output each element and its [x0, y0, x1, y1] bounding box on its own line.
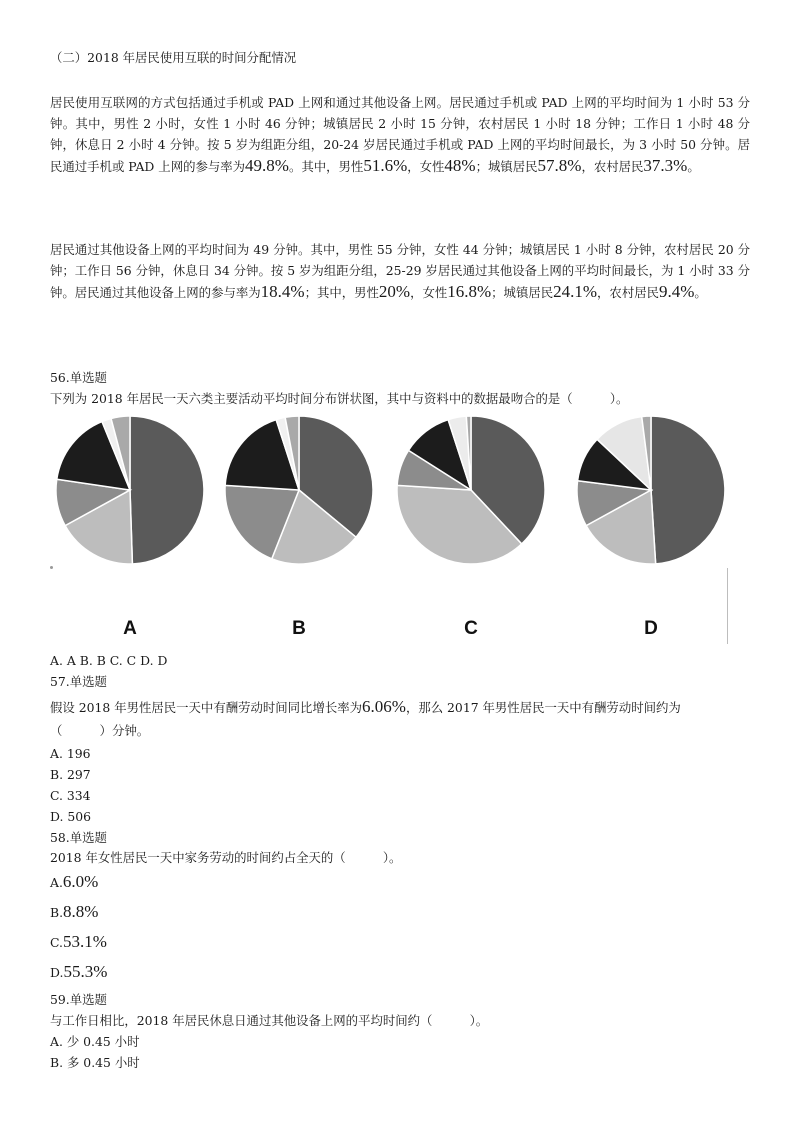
stray-mark	[50, 566, 53, 569]
q58-option-b[interactable]: B.8.8%	[50, 902, 99, 921]
pct-value: 49.8%	[245, 156, 289, 175]
q58-option-c[interactable]: C.53.1%	[50, 932, 107, 951]
pct-value: 48%	[444, 156, 476, 175]
q59-option-b[interactable]: B. 多 0.45 小时	[50, 1055, 140, 1070]
pct-value: 9.4%	[659, 282, 695, 301]
q57-option-b[interactable]: B. 297	[50, 767, 91, 782]
q58-option-d[interactable]: D.55.3%	[50, 962, 108, 981]
q58-stem: 2018 年女性居民一天中家务劳动的时间约占全天的（ ）。	[50, 850, 402, 865]
pie-a-label: A	[123, 618, 137, 639]
q58-title: 58.单选题	[50, 830, 107, 845]
pie-b-label: B	[292, 618, 306, 639]
pct-value: 24.1%	[553, 282, 598, 301]
q57-option-c[interactable]: C. 334	[50, 788, 91, 803]
pct-value: 18.4%	[260, 282, 305, 301]
q57-option-a[interactable]: A. 196	[50, 746, 91, 761]
pct-value: 16.8%	[447, 282, 492, 301]
q59-title: 59.单选题	[50, 992, 107, 1007]
q56-options[interactable]: A. A B. B C. C D. D	[50, 653, 168, 668]
pie-d-slice-1	[651, 416, 725, 564]
q57-stem-cont: （ ）分钟。	[50, 723, 150, 738]
q56-stem: 下列为 2018 年居民一天六类主要活动平均时间分布饼状图，其中与资料中的数据最吻合的是（ ）。	[50, 391, 629, 406]
pct-value: 20%	[378, 282, 411, 301]
pct-value: 6.06%	[362, 697, 406, 716]
section-heading: （二）2018 年居民使用互联的时间分配情况	[50, 50, 297, 65]
paragraph-mobile-internet: 居民使用互联网的方式包括通过手机或 PAD 上网和通过其他设备上网。居民通过手机或 PAD 上网的平均时间为 1 小时 53 分钟。其中，男性 2 小时，女性 1 小时 46 分钟；城镇居民 2 小时 15 分钟，农村居民 1 小时 18 分钟；工作日 1 小时 48 分钟，休息日 2 小时 4 分钟。按 5 岁为组距分组，20-24 岁居民通过手机或 PAD 上网的平均时间最长，为 3 小时 50 分钟。居民通过手机或 PAD 上网的参与率为49.8%。其中，男性51.6%，女性48%；城镇居民57.8%，农村居民37.3%。	[50, 95, 750, 175]
pct-value: 37.3%	[643, 156, 688, 175]
paragraph-other-devices: 居民通过其他设备上网的平均时间为 49 分钟。其中，男性 55 分钟，女性 44 分钟；城镇居民 1 小时 8 分钟，农村居民 20 分钟；工作日 56 分钟，休息日 34 分钟。按 5 岁为组距分组，25-29 岁居民通过其他设备上网的平均时间最长，为 1 小时 33 分钟。居民通过其他设备上网的参与率为18.4%；其中，男性20%，女性16.8%；城镇居民24.1%，农村居民9.4%。	[50, 242, 750, 301]
divider-line	[727, 568, 728, 644]
pct-value: 51.6%	[363, 156, 408, 175]
q56-title: 56.单选题	[50, 370, 107, 385]
q57-option-d[interactable]: D. 506	[50, 809, 92, 824]
pie-c-label: C	[464, 618, 478, 639]
pie-d-label: D	[644, 618, 658, 639]
pie-charts	[40, 410, 760, 650]
q59-stem: 与工作日相比，2018 年居民休息日通过其他设备上网的平均时间约（ ）。	[50, 1013, 489, 1028]
pie-a-slice-1	[130, 416, 204, 564]
q57-title: 57.单选题	[50, 674, 107, 689]
pct-value: 57.8%	[537, 156, 582, 175]
q57-stem: 假设 2018 年男性居民一天中有酬劳动时间同比增长率为6.06%，那么 2017 年男性居民一天中有酬劳动时间约为	[50, 697, 681, 716]
q59-option-a[interactable]: A. 少 0.45 小时	[50, 1034, 140, 1049]
q58-option-a[interactable]: A.6.0%	[50, 872, 99, 891]
